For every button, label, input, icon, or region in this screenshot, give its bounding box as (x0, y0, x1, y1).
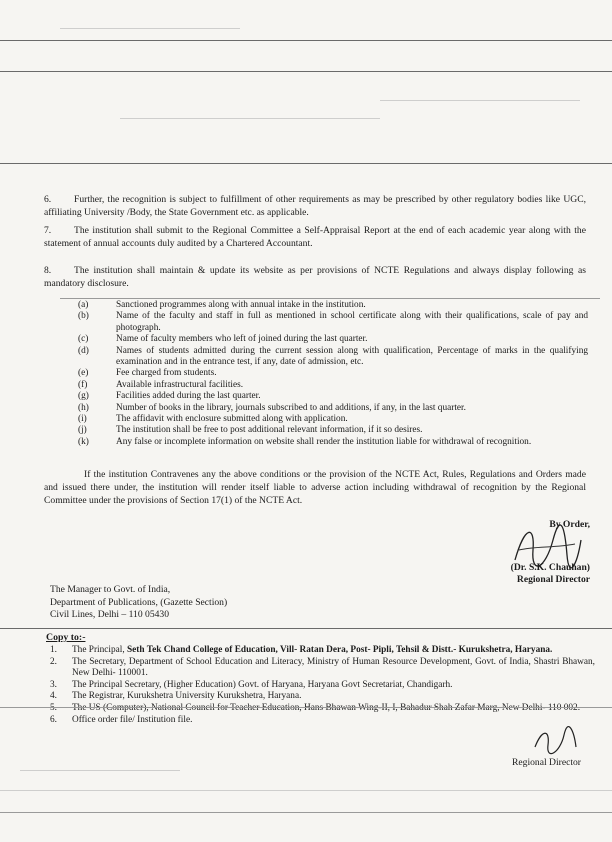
addressee-block (50, 584, 227, 622)
contravene-text: If the institution Contravenes any the above conditions or the provision of the NCTE Act, Rules, Regulations and Orders made and issued there under, the institution will render itself liable to adverse action including withdrawal of recognition by the Regional Committee under the provisions of Section 17(1) of the NCTE Act. (44, 469, 586, 506)
list-item (50, 703, 595, 715)
list-item (50, 715, 595, 727)
list-item (78, 334, 588, 345)
signatory-name: (Dr. S.K. Chauhan) (510, 562, 590, 573)
scan-line (0, 812, 612, 813)
footer-signatory-title: Regional Director (512, 757, 581, 768)
list-item (50, 691, 595, 703)
item-number: 3. (50, 679, 57, 690)
scan-line (0, 707, 612, 708)
clause-number: 8. (44, 265, 52, 276)
item-text: Available infrastructural facilities. (116, 379, 244, 390)
item-label: (h) (78, 402, 89, 413)
item-label: (a) (78, 300, 89, 310)
item-text: Fee charged from students. (116, 368, 217, 379)
item-text: Number of books in the library, journals subscribed to and additions, if any, in the last quarter. (116, 402, 466, 413)
clause-text: Further, the recognition is subject to fulfillment of other requirements as may be prescribed by other regulatory bodies like UGC, affiliating University /Body, the State Government etc. as applicable. (44, 194, 586, 218)
item-label: (k) (78, 436, 89, 447)
item-bold-text: Seth Tek Chand College of Education, Vill- Ratan Dera, Post- Pipli, Tehsil & Distt.- Kurukshetra, Haryana. (127, 645, 553, 655)
copy-to-heading: Copy to:- (46, 632, 86, 643)
list-item (78, 311, 588, 334)
clause-7 (44, 224, 586, 250)
list-item (78, 391, 588, 402)
addressee-line: Civil Lines, Delhi – 110 05430 (50, 609, 170, 620)
list-item (78, 380, 588, 391)
item-text: The US (Computer), National Council for Teacher Education, Hans Bhawan Wing-II, I, Bahadur Shah Zafar Marg, New Delhi- 110 002. (72, 702, 581, 713)
item-text: Names of students admitted during the current session along with qualification, Percentage of marks in the qualifying examination and in the entrance test, if any, date of admission, etc. (116, 345, 588, 368)
item-label: (e) (78, 368, 89, 379)
signatory-title: Regional Director (516, 574, 590, 585)
item-number: 4. (50, 691, 57, 702)
list-item (78, 346, 588, 369)
list-item (78, 300, 588, 311)
item-number: 1. (50, 645, 57, 655)
item-label: (b) (78, 311, 89, 322)
item-text: The institution shall be free to post additional relevant information, if it so desires. (116, 425, 423, 436)
list-item (78, 425, 588, 436)
clause-6 (44, 193, 586, 219)
item-text: The Secretary, Department of School Education and Literacy, Ministry of Human Resource Development, Govt. of India, Shastri Bhawan, New Delhi- 110001. (72, 656, 595, 679)
list-item (78, 437, 588, 448)
item-text: Any false or incomplete information on website shall render the institution liable for withdrawal of recognition. (116, 436, 532, 447)
scan-line (0, 163, 612, 164)
item-label: (d) (78, 345, 89, 356)
list-item (50, 645, 595, 657)
item-label: (f) (78, 379, 88, 390)
scan-noise (120, 118, 380, 119)
signature-block (511, 519, 590, 586)
item-number: 2. (50, 656, 57, 667)
item-text: Facilities added during the last quarter. (116, 391, 261, 402)
item-text: The Registrar, Kurukshetra University Kurukshetra, Haryana. (72, 691, 302, 702)
by-order: By Order, (549, 519, 590, 530)
scan-noise (60, 28, 240, 29)
contravene-paragraph (44, 468, 586, 507)
clause-text: The institution shall submit to the Regional Committee a Self-Appraisal Report at the end of each academic year along with the statement of annual accounts duly audited by a Chartered Accountant. (44, 225, 586, 249)
scan-line (0, 628, 612, 629)
list-item (78, 414, 588, 425)
scan-noise (20, 770, 180, 771)
copy-to-list (50, 645, 595, 726)
scan-line (0, 40, 612, 41)
addressee-line: The Manager to Govt. of India, (50, 584, 171, 595)
item-text: The Principal Secretary, (Higher Education) Govt. of Haryana, Haryana Govt Secretariat, Chandigarh. (72, 679, 453, 690)
item-label: (i) (78, 414, 87, 425)
disclosure-list (78, 300, 588, 448)
scan-line (0, 71, 612, 72)
item-text: Name of faculty members who left of joined during the last quarter. (116, 334, 368, 345)
list-item (78, 368, 588, 379)
scan-line (60, 298, 600, 299)
item-text: Name of the faculty and staff in full as mentioned in school certificate along with their qualifications, scale of pay and photograph. (116, 311, 588, 333)
clause-8 (44, 264, 586, 290)
item-text: Sanctioned programmes along with annual intake in the institution. (116, 300, 366, 310)
item-label: (g) (78, 391, 89, 402)
list-item (50, 657, 595, 680)
clause-number: 7. (44, 225, 52, 236)
item-text: Office order file/ Institution file. (72, 714, 193, 725)
item-text: The Principal, (72, 645, 127, 655)
signature-scribble (530, 725, 580, 755)
addressee-line: Department of Publications, (Gazette Section) (50, 596, 228, 608)
clause-number: 6. (44, 194, 52, 205)
list-item (78, 403, 588, 414)
scan-noise (0, 790, 612, 791)
item-number: 5. (50, 702, 57, 713)
scan-noise (380, 100, 580, 101)
list-item (50, 680, 595, 692)
item-label: (j) (78, 425, 87, 436)
item-number: 6. (50, 714, 57, 725)
clause-text: The institution shall maintain & update its website as per provisions of NCTE Regulations and always display following as mandatory disclosure. (44, 265, 586, 289)
item-text: The affidavit with enclosure submitted along with application. (116, 414, 348, 425)
item-label: (c) (78, 334, 89, 345)
